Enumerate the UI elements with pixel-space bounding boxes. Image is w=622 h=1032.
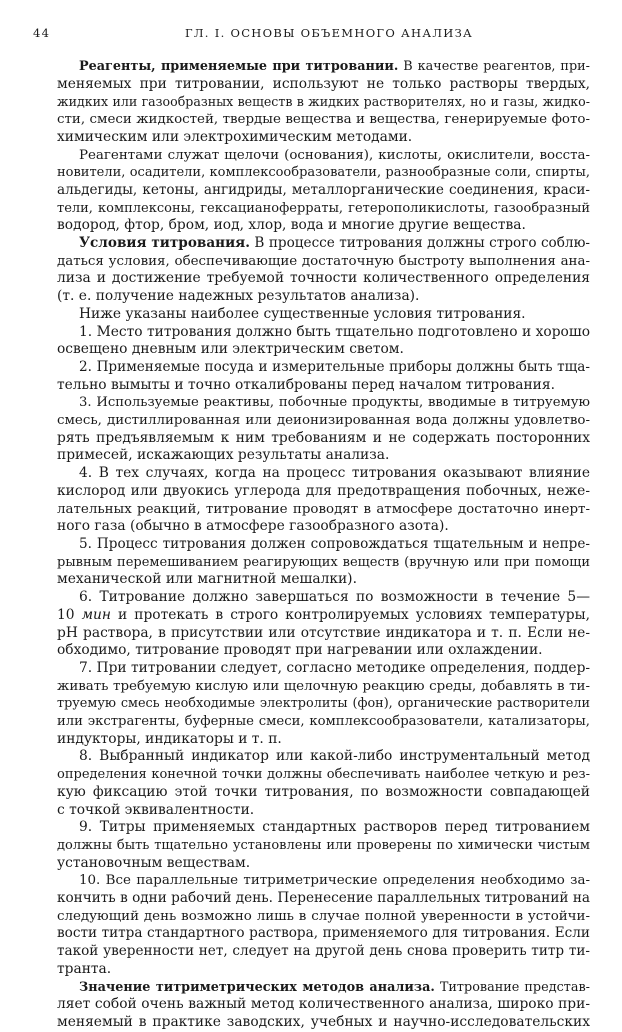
text-line: ного газа (обычно в атмосфере газообразного азота). — [57, 518, 449, 535]
text-line: (т. е. получение надежных результатов анализа). — [57, 288, 420, 305]
text-line: водород, фтор, бром, иод, хлор, вода и многие другие вещества. — [57, 217, 526, 234]
paragraph-conditions-intro — [57, 306, 590, 324]
page-header — [33, 26, 588, 44]
list-item-3 — [57, 394, 590, 465]
text-line: лательных реакций, титрование проводят в атмосфере достаточно инерт- — [57, 501, 590, 517]
section-heading-reagents: Реагенты, применяемые при титровании. — [79, 59, 399, 74]
text-line: рять предъявляемым к ним требованиям и не содержать посторонних — [57, 429, 590, 446]
text-line: ляет собой очень важный метод количественного анализа, широко при- — [57, 996, 590, 1013]
text-line: 6. Титрование должно завершаться по возможности в течение 5— — [79, 589, 590, 606]
unit-minutes: мин — [81, 606, 112, 623]
text-line: даться условия, обеспечивающие достаточную быстроту выполнения ана- — [57, 253, 590, 269]
list-item-6 — [57, 589, 590, 660]
page-number: 44 — [33, 26, 51, 40]
text-line: рывным перемешиванием реагирующих веществ (вручную или при помощи — [57, 554, 590, 570]
text-line: кую фиксацию этой точки титрования, по возможности совпадающей — [57, 783, 590, 800]
text-line: или экстрагенты, буферные смеси, комплексообразователи, катализаторы, — [57, 714, 590, 730]
text-line: новители, осадители, комплексообразователи, разнообразные соли, спирты, — [57, 165, 590, 181]
text-line: кончить в одни рабочий день. Перенесение параллельных титрований на — [57, 890, 590, 907]
text-line: живать требуемую кислую или щелочную реакцию среды, добавлять в ти- — [57, 678, 590, 694]
paragraph-significance — [57, 979, 590, 1032]
list-item-10 — [57, 872, 590, 978]
text-line: pH раствора, в присутствии или отсутствие индикатора и т. п. Если не- — [57, 624, 590, 641]
text-line: такой уверенности нет, следует на другой день снова проверить титр ти- — [57, 943, 590, 960]
text-line: 2. Применяемые посуда и измерительные приборы должны быть тща- — [79, 358, 590, 375]
text-line: должны быть тщательно установлены или проверены по химически чистым — [57, 837, 590, 853]
text-line: меняемый в практике заводских, учебных и научно-исследовательских — [57, 1013, 590, 1030]
list-item-1 — [57, 324, 590, 359]
list-item-7 — [57, 660, 590, 749]
list-item-5 — [57, 536, 590, 589]
text-line: установочным веществам. — [57, 854, 251, 871]
text-line: Реагентами служат щелочи (основания), кислоты, окислители, восста- — [79, 147, 590, 163]
text-line: индукторы, индикаторы и т. п. — [57, 730, 282, 747]
text-line: альдегиды, кетоны, ангидриды, металлорганические соединения, краси- — [57, 181, 590, 198]
text-line: Условия титрования. В процессе титрования должны строго соблю- — [79, 235, 590, 252]
text-line: следующий день возможно лишь в случае полной уверенности в устойчи- — [57, 908, 590, 924]
text-line: Ниже указаны наиболее существенные условия титрования. — [79, 305, 526, 322]
text-line: кислород или двуокись углерода для предотвращения побочных, неже- — [57, 482, 590, 499]
body-text — [57, 58, 590, 1032]
text-line: Значение титриметрических методов анализа. Титрование представ- — [79, 979, 590, 995]
text-line: тели, комплексоны, гексацианоферраты, гетерополикислоты, газообразный — [57, 200, 590, 216]
list-item-8 — [57, 748, 590, 819]
text-line: 4. В тех случаях, когда на процесс титрования оказывают влияние — [79, 465, 590, 482]
text-line: 1. Место титрования должно быть тщательно подготовлено и хорошо — [79, 323, 590, 340]
list-item-4 — [57, 465, 590, 536]
text-line: с точкой эквивалентности. — [57, 801, 255, 818]
text-line: сти, смеси жидкостей, твердые вещества и вещества, генерируемые фото- — [57, 112, 590, 128]
text-line: меняемых при титровании, используют не только растворы твердых, — [57, 75, 590, 92]
text-line: жидких или газообразных веществ в жидких растворителях, но и газы, жидко- — [57, 94, 590, 110]
text-line: обходимо, титрование проводят при нагревании или охлаждении. — [57, 642, 543, 659]
text-line: 3. Используемые реактивы, побочные продукты, вводимые в титруемую — [79, 395, 590, 411]
running-head: ГЛ. I. ОСНОВЫ ОБЪЕМНОГО АНАЛИЗА — [185, 26, 474, 40]
text-line: примесей, искажающих результаты анализа. — [57, 447, 390, 464]
paragraph-titration-conditions — [57, 235, 590, 306]
text-line: определения конечной точки должны обеспечивать наиболее четкую и рез- — [57, 767, 590, 783]
list-item-9 — [57, 819, 590, 872]
text-line: 7. При титровании следует, согласно методике определения, поддер- — [79, 659, 591, 676]
text-line: вости титра стандартного раствора, применяемого для титрования. Если — [57, 925, 590, 942]
text-line: смесь, дистиллированная или деионизированная вода должны удовлетво- — [57, 413, 590, 429]
text-line: тельно вымыты и точно откалиброваны перед началом титрования. — [57, 376, 555, 393]
text-line: транта. — [57, 960, 112, 977]
text-line: труемую смесь необходимые электролиты (фон), органические растворители — [57, 696, 590, 712]
text-line: 8. Выбранный индикатор или какой-либо инструментальный метод — [79, 748, 590, 765]
text-line: механической или магнитной мешалки). — [57, 571, 357, 588]
text-line: освещено дневным или электрическим светом. — [57, 341, 404, 358]
text-line: Реагенты, применяемые при титровании. В качестве реагентов, при- — [79, 59, 590, 74]
text-line: лиза и достижение требуемой точности количественного определения — [57, 270, 590, 287]
section-heading-conditions: Условия титрования. — [79, 235, 250, 252]
paragraph-reagents — [57, 58, 590, 147]
list-item-2 — [57, 359, 590, 394]
text-line: химическим или электрохимическим методами. — [57, 128, 413, 145]
text-line: 9. Титры применяемых стандартных растворов перед титрованием — [79, 819, 590, 836]
text-line: 10 мин и протекать в строго контролируемых условиях температуры, — [57, 606, 591, 623]
text-line: 5. Процесс титрования должен сопровождаться тщательным и непре- — [79, 535, 590, 552]
text-line: 10. Все параллельные титриметрические определения необходимо за- — [79, 873, 590, 889]
section-heading-significance: Значение титриметрических методов анализа. — [79, 979, 435, 995]
paragraph-reagent-types — [57, 147, 590, 236]
